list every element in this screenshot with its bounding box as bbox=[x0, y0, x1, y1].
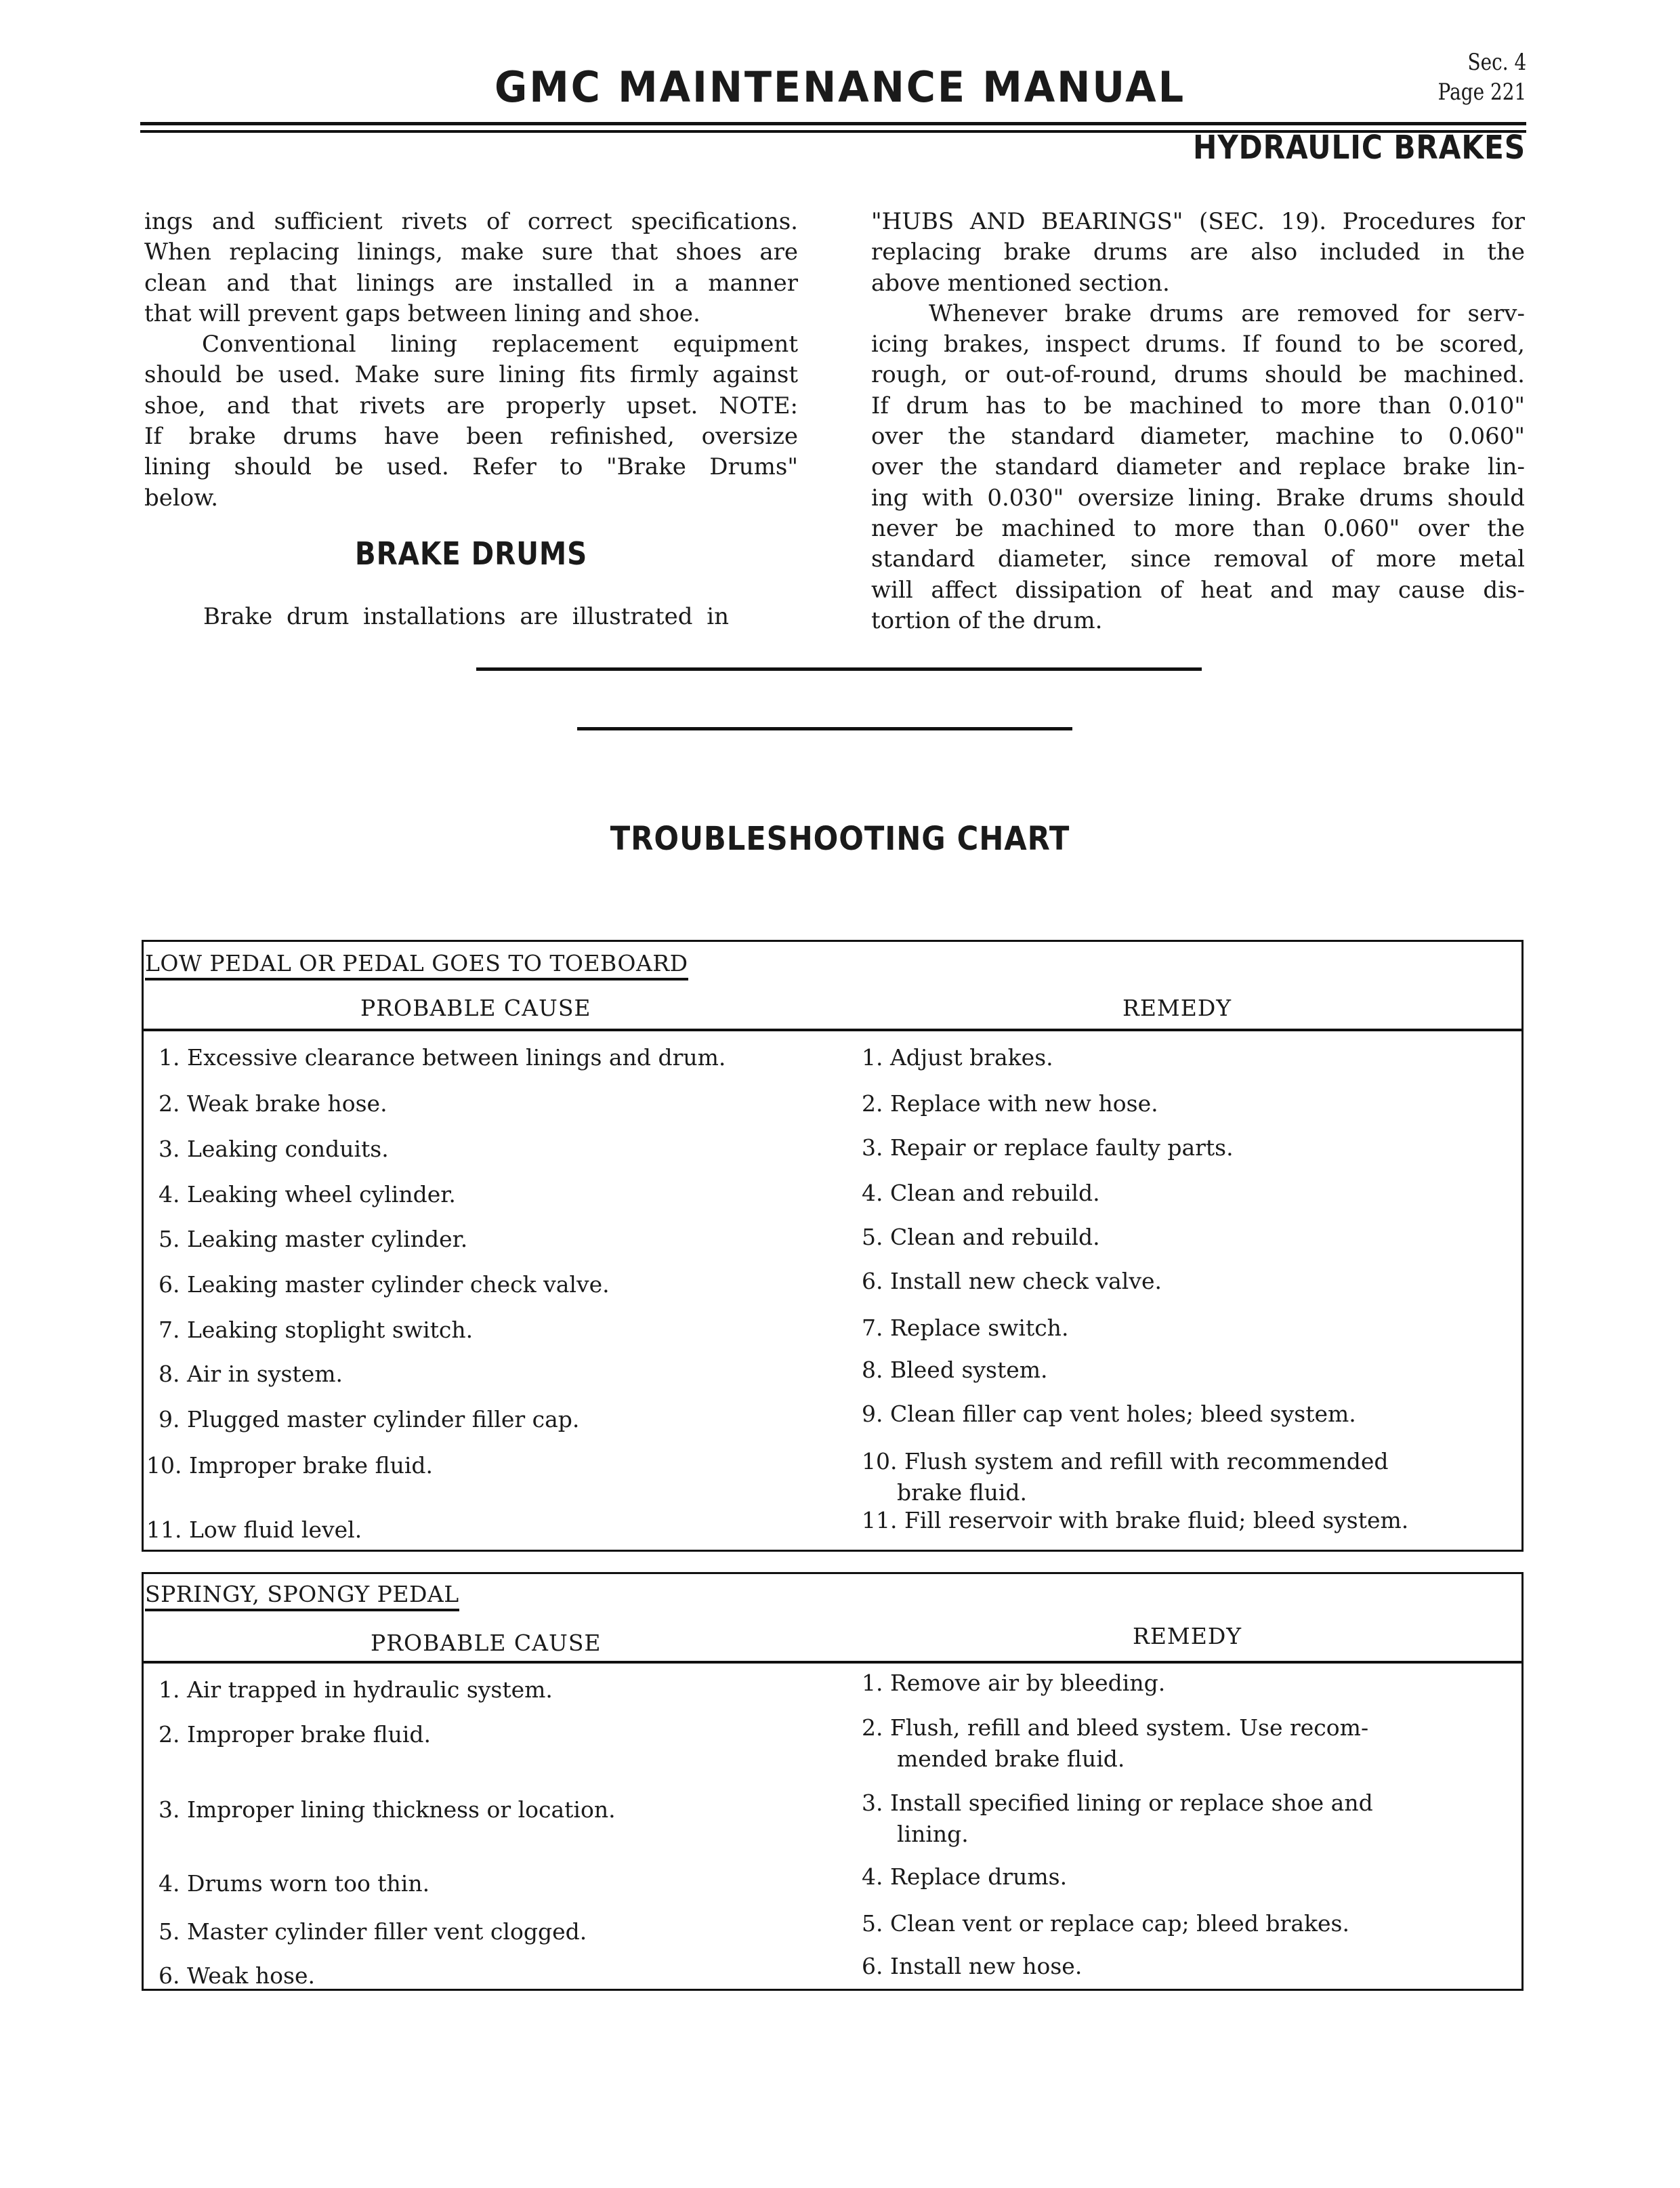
remedy bbox=[862, 1505, 1471, 1536]
text-line: ings and sufficient rivets of correct specifications. bbox=[144, 208, 798, 235]
remedy bbox=[862, 1908, 1471, 1939]
text-line: below. bbox=[144, 484, 219, 512]
remedy-line: 1. Remove air by bleeding. bbox=[862, 1670, 1166, 1696]
remedy bbox=[862, 1788, 1471, 1850]
troubleshooting-table-low-pedal bbox=[142, 940, 1524, 1552]
remedy bbox=[862, 1042, 1471, 1073]
remedy bbox=[862, 1712, 1471, 1775]
remedy-column-header: REMEDY bbox=[1133, 1623, 1242, 1649]
remedy-column-header: REMEDY bbox=[1122, 995, 1232, 1021]
page-reference bbox=[1437, 47, 1526, 107]
header-separator bbox=[144, 1661, 1521, 1664]
remedy-line: 2. Flush, refill and bleed system. Use recom- bbox=[862, 1714, 1369, 1741]
text-line: above mentioned section. bbox=[871, 269, 1170, 297]
text-line: rough, or out-of-round, drums should be machined. bbox=[871, 361, 1525, 389]
remedy bbox=[862, 1313, 1471, 1344]
probable-cause: 8. Air in system. bbox=[159, 1361, 343, 1387]
probable-cause: 7. Leaking stoplight switch. bbox=[159, 1317, 474, 1343]
header-rule-top bbox=[140, 122, 1526, 125]
text-line: shoe, and that rivets are properly upset. NOTE: bbox=[144, 392, 798, 419]
remedy bbox=[862, 1178, 1471, 1209]
text-line: Conventional lining replacement equipment bbox=[202, 331, 798, 358]
probable-cause: 10. Improper brake fluid. bbox=[146, 1452, 434, 1479]
text-line: When replacing linings, make sure that shoes are bbox=[144, 239, 798, 266]
remedy-line: lining. bbox=[897, 1821, 969, 1847]
brake-drums-heading: BRAKE DRUMS bbox=[354, 535, 588, 572]
remedy-line: 5. Clean and rebuild. bbox=[862, 1224, 1100, 1250]
section-divider-short bbox=[577, 727, 1072, 730]
brake-drums-text: Brake drum installations are illustrated in bbox=[203, 603, 730, 630]
remedy bbox=[862, 1132, 1471, 1163]
text-line: clean and that linings are installed in a manner bbox=[144, 269, 798, 297]
section-divider-long bbox=[476, 667, 1202, 671]
probable-cause: 5. Master cylinder filler vent clogged. bbox=[159, 1918, 587, 1945]
text-line: If drum has to be machined to more than 0.010" bbox=[871, 392, 1525, 419]
probable-cause: 1. Air trapped in hydraulic system. bbox=[159, 1676, 553, 1703]
remedy-line: 2. Replace with new hose. bbox=[862, 1090, 1158, 1117]
table-title: SPRINGY, SPONGY PEDAL bbox=[145, 1581, 459, 1611]
probable-cause: 5. Leaking master cylinder. bbox=[159, 1226, 468, 1252]
table-title: LOW PEDAL OR PEDAL GOES TO TOEBOARD bbox=[145, 950, 688, 981]
text-line: will affect dissipation of heat and may cause dis- bbox=[871, 576, 1525, 604]
text-line: over the standard diameter, machine to 0.060" bbox=[871, 423, 1525, 451]
probable-cause: 2. Improper brake fluid. bbox=[159, 1721, 432, 1748]
probable-cause: 4. Drums worn too thin. bbox=[159, 1870, 430, 1897]
remedy-line: 8. Bleed system. bbox=[862, 1357, 1048, 1383]
left-column bbox=[144, 207, 798, 514]
probable-cause: 4. Leaking wheel cylinder. bbox=[159, 1181, 456, 1207]
header-separator bbox=[144, 1029, 1521, 1031]
probable-cause: 6. Weak hose. bbox=[159, 1962, 315, 1989]
text-line: over the standard diameter and replace brake lin- bbox=[871, 453, 1525, 481]
remedy-line: 6. Install new hose. bbox=[862, 1953, 1083, 1979]
manual-title: GMC MAINTENANCE MANUAL bbox=[495, 62, 1185, 112]
page-number: Page 221 bbox=[1437, 79, 1526, 106]
text-line: standard diameter, since removal of more metal bbox=[871, 545, 1525, 573]
remedy-line: 4. Clean and rebuild. bbox=[862, 1180, 1100, 1206]
remedy-line: 10. Flush system and refill with recommended bbox=[862, 1448, 1389, 1474]
remedy-line: mended brake fluid. bbox=[897, 1746, 1125, 1772]
text-line: "HUBS AND BEARINGS" (SEC. 19). Procedures for bbox=[871, 208, 1525, 235]
paragraph bbox=[144, 207, 798, 329]
text-line: that will prevent gaps between lining and shoe. bbox=[144, 300, 700, 327]
remedy-line: 6. Install new check valve. bbox=[862, 1268, 1162, 1294]
remedy bbox=[862, 1355, 1471, 1386]
text-line: lining should be used. Refer to "Brake Drums" bbox=[144, 453, 798, 481]
troubleshooting-table-spongy-pedal bbox=[142, 1572, 1524, 1991]
paragraph bbox=[871, 299, 1525, 636]
right-column bbox=[871, 207, 1525, 636]
probable-cause: 11. Low fluid level. bbox=[146, 1516, 362, 1543]
remedy-line: 11. Fill reservoir with brake fluid; bleed system. bbox=[862, 1507, 1409, 1533]
probable-cause: 9. Plugged master cylinder filler cap. bbox=[159, 1406, 580, 1432]
probable-cause: 2. Weak brake hose. bbox=[159, 1090, 387, 1117]
cause-column-header: PROBABLE CAUSE bbox=[371, 1630, 602, 1656]
paragraph bbox=[871, 207, 1525, 299]
probable-cause: 3. Improper lining thickness or location. bbox=[159, 1796, 616, 1823]
troubleshooting-heading: TROUBLESHOOTING CHART bbox=[610, 820, 1070, 858]
text-line: tortion of the drum. bbox=[871, 606, 1103, 634]
text-line: should be used. Make sure lining fits firmly against bbox=[144, 361, 798, 389]
text-line: replacing brake drums are also included in the bbox=[871, 239, 1525, 266]
probable-cause: 6. Leaking master cylinder check valve. bbox=[159, 1271, 610, 1298]
remedy-line: 5. Clean vent or replace cap; bleed brakes. bbox=[862, 1910, 1349, 1937]
remedy bbox=[862, 1266, 1471, 1297]
remedy bbox=[862, 1222, 1471, 1253]
paragraph bbox=[144, 329, 798, 514]
probable-cause: 1. Excessive clearance between linings and drum. bbox=[159, 1044, 726, 1071]
remedy-line: 7. Replace switch. bbox=[862, 1315, 1069, 1341]
remedy-line: 3. Install specified lining or replace shoe and bbox=[862, 1790, 1373, 1816]
remedy bbox=[862, 1668, 1471, 1699]
remedy bbox=[862, 1088, 1471, 1119]
text-line: If brake drums have been refinished, oversize bbox=[144, 423, 798, 451]
text-line: never be machined to more than 0.060" over the bbox=[871, 514, 1525, 542]
cause-column-header: PROBABLE CAUSE bbox=[360, 995, 591, 1021]
remedy-line: brake fluid. bbox=[897, 1479, 1028, 1506]
remedy-line: 9. Clean filler cap vent holes; bleed system. bbox=[862, 1401, 1356, 1427]
chapter-title: HYDRAULIC BRAKES bbox=[1192, 129, 1526, 167]
probable-cause: 3. Leaking conduits. bbox=[159, 1136, 389, 1162]
text-line: ing with 0.030" oversize lining. Brake drums should bbox=[871, 484, 1525, 512]
section-number: Sec. 4 bbox=[1467, 49, 1526, 76]
remedy bbox=[862, 1861, 1471, 1893]
remedy bbox=[862, 1951, 1471, 1982]
remedy-line: 4. Replace drums. bbox=[862, 1863, 1068, 1890]
remedy-line: 1. Adjust brakes. bbox=[862, 1044, 1053, 1071]
remedy bbox=[862, 1399, 1471, 1430]
text-line: Whenever brake drums are removed for serv- bbox=[929, 300, 1525, 327]
remedy bbox=[862, 1446, 1471, 1508]
text-line: icing brakes, inspect drums. If found to be scored, bbox=[871, 331, 1525, 358]
remedy-line: 3. Repair or replace faulty parts. bbox=[862, 1134, 1234, 1161]
